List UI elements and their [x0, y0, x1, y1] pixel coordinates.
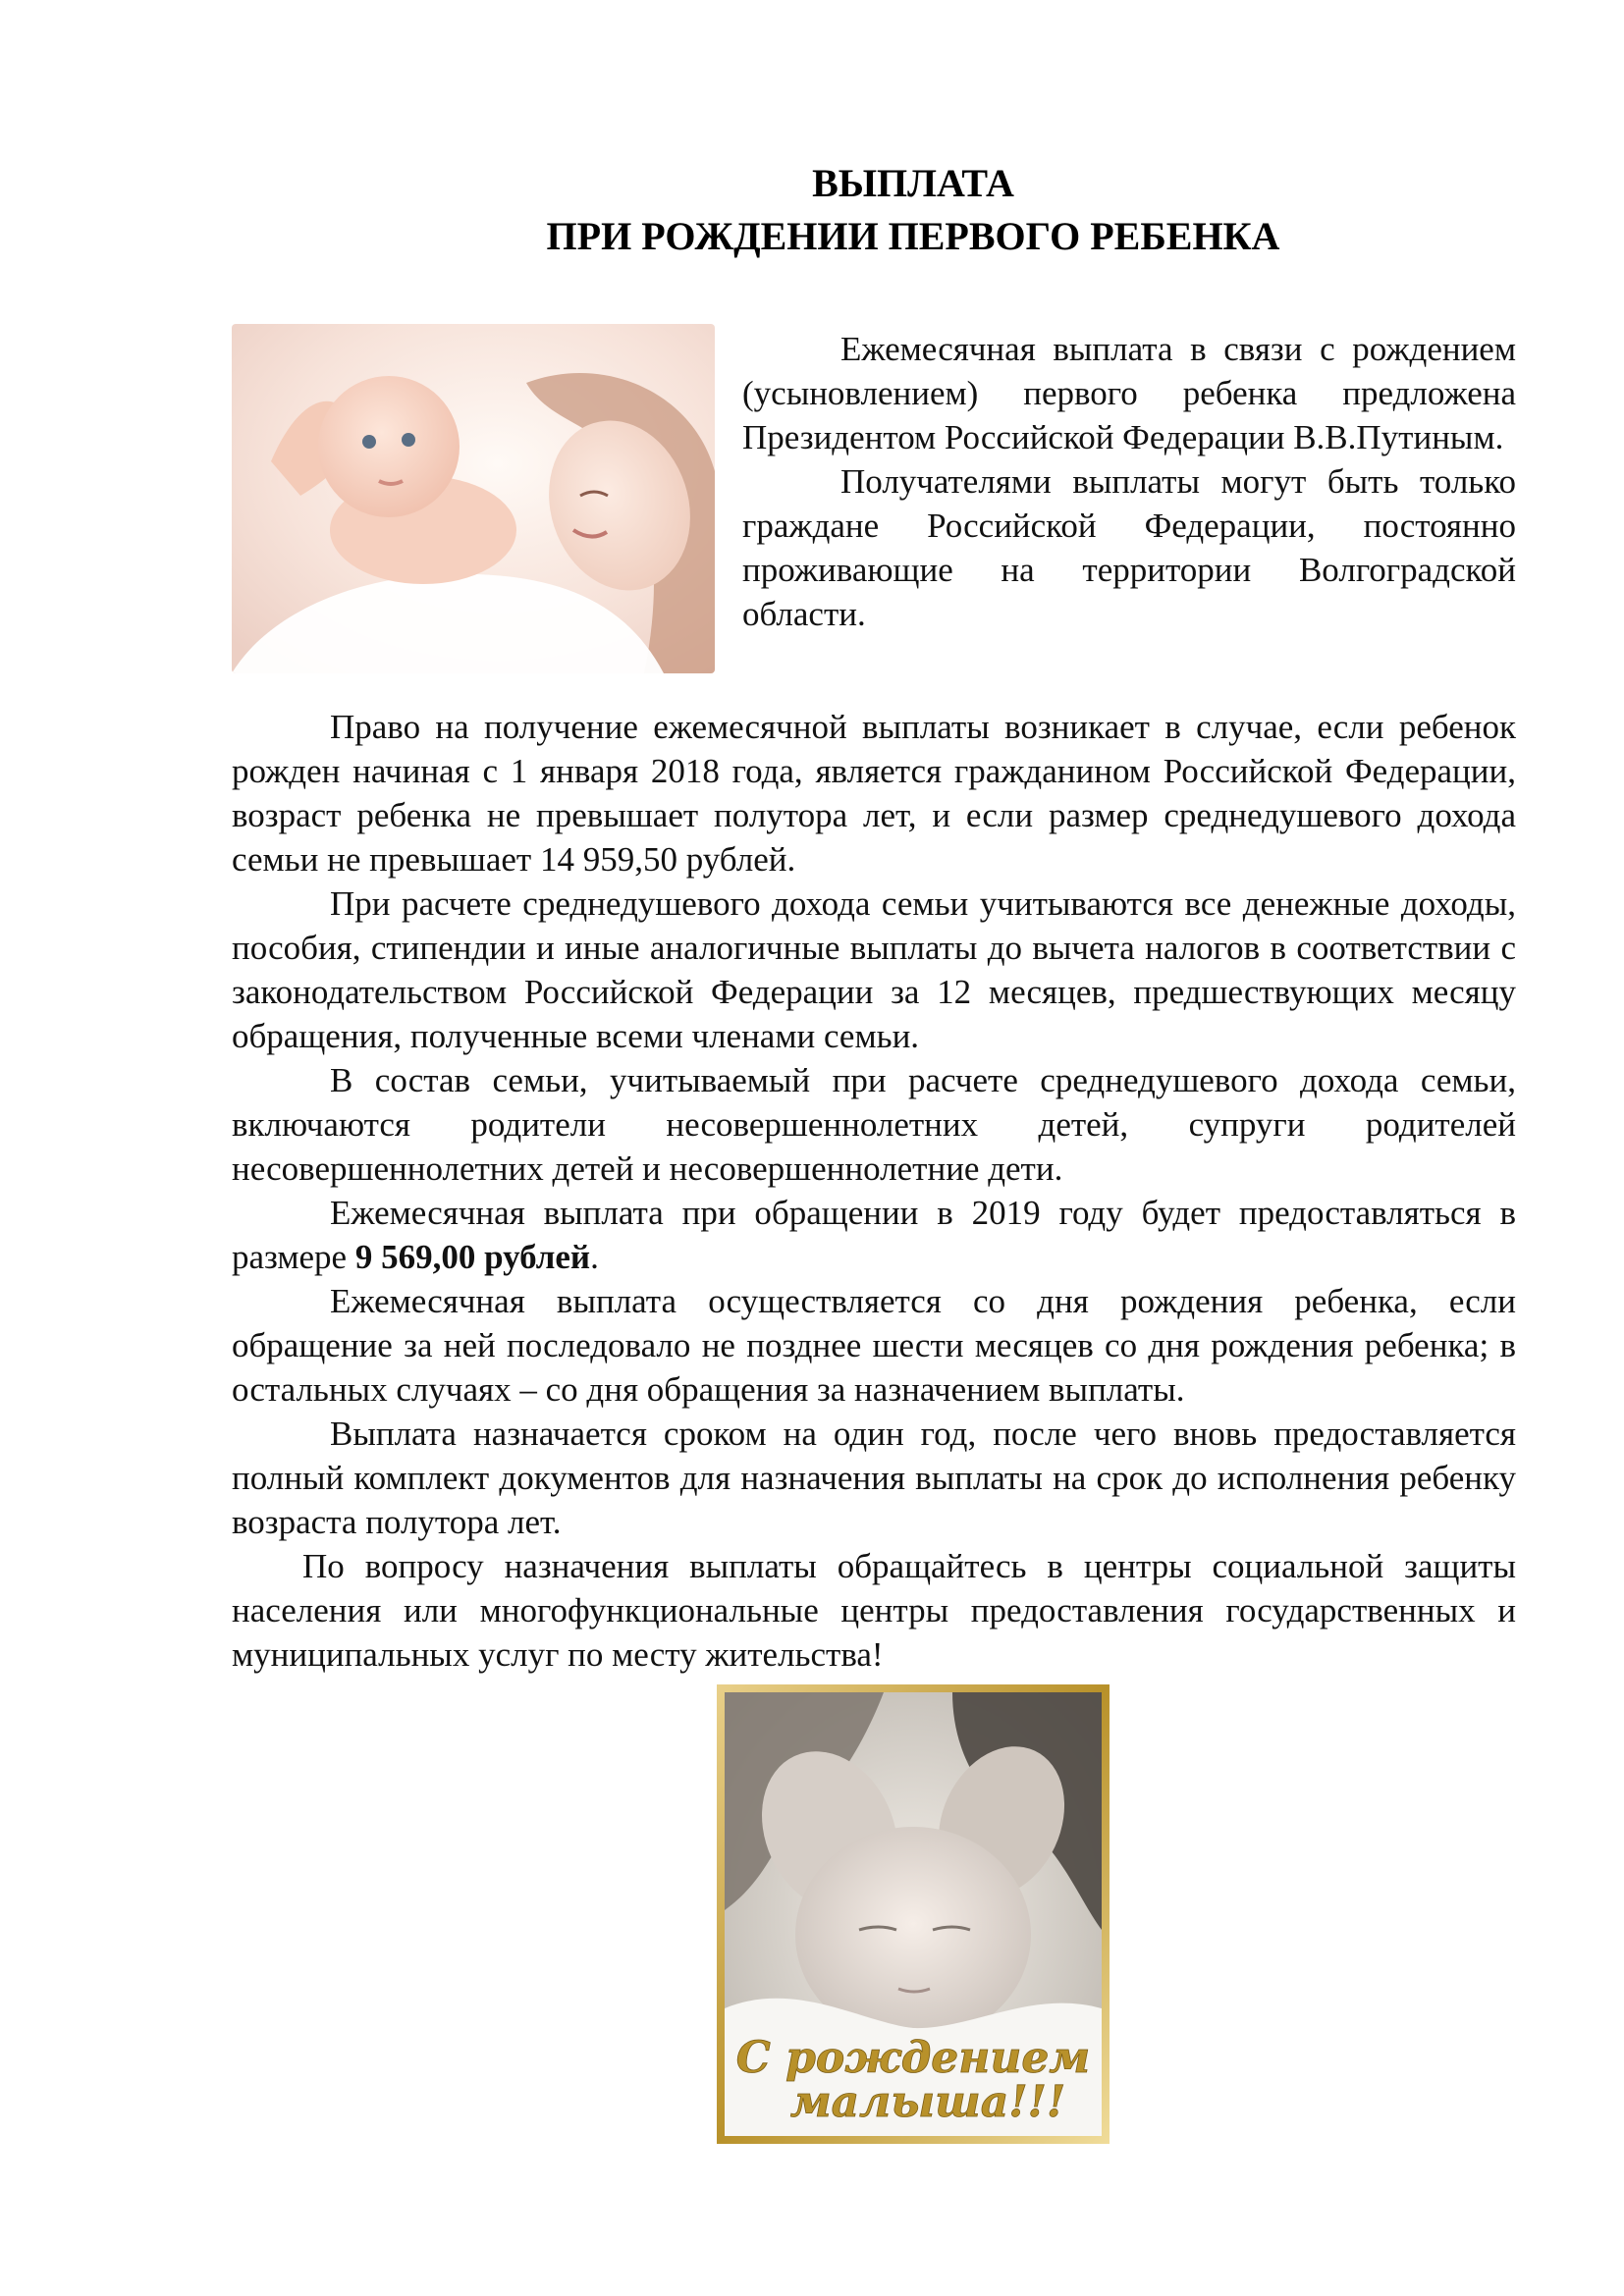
- paragraph-payment-term: Выплата назначается сроком на один год, после чего вновь предоставляется полный комплект документов для назначения выплаты на срок до исполнения ребенку возраста полутора лет.: [232, 1415, 1516, 1541]
- main-text: [232, 705, 1516, 1677]
- intro-text: [742, 327, 1516, 636]
- congratulation-card: [717, 1684, 1110, 2144]
- page-title: [452, 157, 1375, 263]
- intro-paragraph-2: Получателями выплаты могут быть только граждане Российской Федерации, постоянно проживающие на территории Волгоградской области.: [742, 462, 1516, 633]
- mother-baby-illustration: [232, 324, 715, 673]
- paragraph-where-to-apply: По вопросу назначения выплаты обращайтесь в центры социальной защиты населения или многофункциональные центры предоставления государственных и муниципальных услуг по месту жительства!: [232, 1547, 1516, 1674]
- paragraph-payment-start: Ежемесячная выплата осуществляется со дня рождения ребенка, если обращение за ней последовало не позднее шести месяцев со дня рождения ребенка; в остальных случаях – со дня обращения за назначением выплаты.: [232, 1282, 1516, 1409]
- card-caption-line-1: С рождением: [735, 2033, 1091, 2083]
- paragraph-family-composition: В состав семьи, учитываемый при расчете среднедушевого дохода семьи, включаются родители несовершеннолетних детей, супруги родителей несовершеннолетних детей и несовершеннолетние дети.: [232, 1061, 1516, 1188]
- card-caption-line-2: малыша!!!: [789, 2077, 1066, 2127]
- paragraph-eligibility: Право на получение ежемесячной выплаты возникает в случае, если ребенок рожден начиная с 1 января 2018 года, является гражданином Российской Федерации, возраст ребенка не превышает полутора лет, и если размер среднедушевого дохода семьи не превышает 14 959,50 рублей.: [232, 708, 1516, 879]
- title-line-1: ВЫПЛАТА: [812, 161, 1014, 205]
- title-line-2: ПРИ РОЖДЕНИИ ПЕРВОГО РЕБЕНКА: [546, 214, 1280, 258]
- payment-amount-prefix: Ежемесячная выплата при обращении в 2019 году будет предоставляться в размере: [232, 1194, 1516, 1276]
- mother-baby-photo: [232, 324, 715, 673]
- payment-amount: 9 569,00 рублей: [354, 1238, 591, 1276]
- parents-baby-illustration: [717, 1684, 1110, 2144]
- intro-paragraph-1: Ежемесячная выплата в связи с рождением (усыновлением) первого ребенка предложена Президентом Российской Федерации В.В.Путиным.: [742, 330, 1516, 456]
- payment-amount-suffix: .: [590, 1238, 599, 1276]
- paragraph-income-calculation: При расчете среднедушевого дохода семьи учитываются все денежные доходы, пособия, стипендии и иные аналогичные выплаты до вычета налогов в соответствии с законодательством Российской Федерации за 12 месяцев, предшествующих месяцу обращения, полученные всеми членами семьи.: [232, 884, 1516, 1055]
- paragraph-payment-amount: [232, 1191, 1516, 1279]
